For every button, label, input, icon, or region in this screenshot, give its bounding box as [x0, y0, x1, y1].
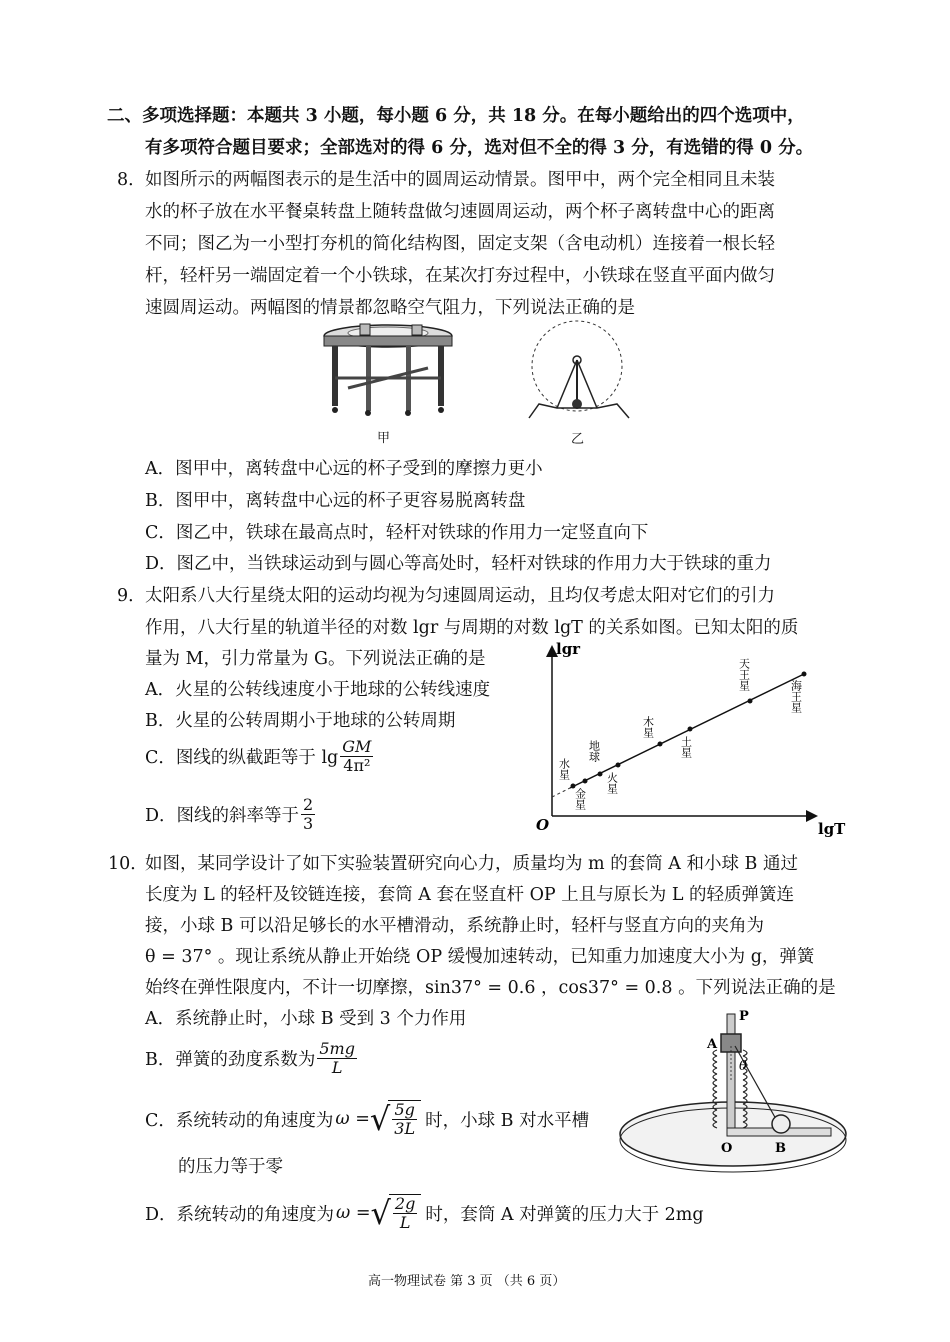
label-jupiter: 木星: [641, 716, 655, 738]
q9-text-line: 太阳系八大行星绕太阳的运动均视为匀速圆周运动，且均仅考虑太阳对它们的引力: [145, 586, 775, 606]
q9-option-d: [145, 796, 317, 833]
q9-option-b: B．火星的公转周期小于地球的公转周期: [145, 711, 456, 731]
q8-option-d: D．图乙中，当铁球运动到与圆心等高处时，轻杆对铁球的作用力大于铁球的重力: [145, 554, 772, 574]
q8-number: 8．: [117, 170, 146, 190]
q10-option-c: [145, 1100, 589, 1138]
q10-text-line: 长度为 L 的轻杆及铰链连接，套筒 A 套在竖直杆 OP 上且与原长为 L 的轻质弹簧连: [145, 885, 795, 905]
section-header-line1: 二、多项选择题：本题共 3 小题，每小题 6 分，共 18 分。在每小题给出的四个选项中，: [107, 106, 805, 126]
q9-option-c-fraction: [340, 738, 373, 775]
q10-option-d-text: D．系统转动的角速度为: [145, 1204, 335, 1225]
label-saturn: 土星: [679, 736, 693, 758]
q10-option-b-text: B．弹簧的劲度系数为: [145, 1050, 316, 1070]
q8-option-a: A．图甲中，离转盘中心远的杯子受到的摩擦力更小: [145, 459, 543, 479]
q10-option-c-fraction: [392, 1101, 417, 1138]
q10-option-b: [145, 1040, 359, 1077]
q8-text-line: 不同；图乙为一小型打夯机的简化结构图，固定支架（含电动机）连接着一根长轻: [145, 234, 775, 254]
q9-option-c-text: C．图线的纵截距等于 lg: [145, 748, 339, 768]
q10-option-d-suffix: 时，套筒 A 对弹簧的压力大于 2mg: [425, 1204, 704, 1225]
label-theta: θ: [739, 1059, 747, 1074]
q9-text-line: 量为 M，引力常量为 G。下列说法正确的是: [145, 649, 486, 669]
fraction-denominator: 3: [303, 814, 314, 833]
q9-option-d-fraction: [301, 796, 315, 833]
y-axis-label: lgr: [556, 640, 581, 658]
q8-text-line: 速圆周运动。两幅图的情景都忽略空气阻力，下列说法正确的是: [145, 298, 635, 318]
point-neptune: [802, 672, 807, 677]
fraction-numerator: 5g: [394, 1100, 415, 1119]
radical-icon: √: [370, 1194, 391, 1232]
label-earth: 地球: [587, 740, 601, 762]
q10-text-line: 始终在弹性限度内，不计一切摩擦，sin37° = 0.6 ，cos37° = 0.8 。下列说法正确的是: [145, 978, 836, 998]
q8-option-b: B．图甲中，离转盘中心远的杯子更容易脱离转盘: [145, 491, 526, 511]
trend-line: [570, 674, 804, 788]
q10-option-d: [145, 1194, 704, 1232]
sqrt-expression: [370, 1100, 421, 1138]
label-mars: 火星: [605, 772, 619, 794]
q8-text-line: 水的杯子放在水平餐桌转盘上随转盘做匀速圆周运动，两个杯子离转盘中心的距离: [145, 202, 775, 222]
figure-rammer: [525, 318, 635, 423]
q8-text-line: 如图所示的两幅图表示的是生活中的圆周运动情景。图甲中，两个完全相同且未装: [145, 170, 775, 190]
q10-number: 10．: [108, 854, 148, 874]
q10-option-c-line2: 的压力等于零: [178, 1157, 283, 1177]
label-uranus: 天王星: [737, 658, 751, 691]
label-o: O: [721, 1141, 733, 1156]
label-neptune: 海王星: [789, 680, 803, 713]
q10-option-b-fraction: [317, 1040, 357, 1077]
q9-number: 9．: [117, 586, 146, 606]
label-b: B: [775, 1141, 786, 1156]
q9-text-line: 作用，八大行星的轨道半径的对数 lgr 与周期的对数 lgT 的关系如图。已知太阳的质: [145, 618, 799, 638]
q10-option-a: A．系统静止时，小球 B 受到 3 个力作用: [145, 1009, 467, 1029]
figure-spring-rotating-rod: [615, 1010, 855, 1175]
q9-option-c: [145, 738, 375, 775]
sleeve-a: [721, 1034, 741, 1052]
x-axis-label: lgT: [818, 820, 846, 838]
q10-text-line: θ = 37° 。现让系统从静止开始绕 OP 缓慢加速转动，已知重力加速度大小为 g，弹簧: [145, 947, 815, 967]
fraction-denominator: 4π²: [343, 756, 371, 775]
figure-rotating-table: [318, 318, 458, 418]
fraction-numerator: GM: [342, 737, 372, 756]
label-p: P: [739, 1010, 749, 1024]
q10-option-c-text: C．系统转动的角速度为: [145, 1110, 334, 1131]
fraction-numerator: 5mg: [319, 1039, 355, 1058]
radical-icon: √: [369, 1100, 391, 1138]
fraction-denominator: 3L: [394, 1119, 416, 1138]
point-mars: [616, 763, 621, 768]
fraction-numerator: 2g: [394, 1194, 416, 1213]
point-earth: [598, 772, 603, 777]
q10-text-line: 接，小球 B 可以沿足够长的水平槽滑动，系统静止时，轻杆与竖直方向的夹角为: [145, 916, 764, 936]
point-venus: [583, 779, 588, 784]
fraction-denominator: L: [399, 1213, 411, 1232]
point-jupiter: [658, 742, 663, 747]
point-saturn: [688, 727, 693, 732]
q9-option-d-text: D．图线的斜率等于: [145, 806, 300, 826]
q10-option-d-fraction: [393, 1195, 417, 1232]
omega-symbol: ω =: [335, 1109, 370, 1129]
lgr-lgT-chart: [530, 640, 850, 840]
intercept-dashed-line: [552, 788, 570, 797]
q8-option-c: C．图乙中，铁球在最高点时，轻杆对铁球的作用力一定竖直向下: [145, 523, 649, 543]
origin-label: O: [536, 816, 550, 834]
label-a: A: [707, 1037, 718, 1052]
q10-text-line: 如图，某同学设计了如下实验装置研究向心力，质量均为 m 的套筒 A 和小球 B 通过: [145, 854, 798, 874]
fraction-numerator: 2: [303, 795, 314, 814]
sqrt-expression: [371, 1194, 422, 1232]
omega-symbol: ω =: [336, 1203, 371, 1223]
page-footer: 高一物理试卷 第 3 页 （共 6 页）: [368, 1274, 566, 1289]
figure-b-label: 乙: [571, 432, 585, 447]
q9-option-a: A．火星的公转线速度小于地球的公转线速度: [145, 680, 491, 700]
q8-text-line: 杆，轻杆另一端固定着一个小铁球，在某次打夯过程中，小铁球在竖直平面内做匀: [145, 266, 775, 286]
section-header-line2: 有多项符合题目要求；全部选对的得 6 分，选对但不全的得 3 分，有选错的得 0 分。: [145, 138, 814, 158]
label-mercury: 水星: [557, 758, 571, 780]
ball-b: [772, 1115, 790, 1133]
q10-option-c-suffix: 时，小球 B 对水平槽: [425, 1110, 590, 1131]
figure-a-label: 甲: [377, 431, 391, 446]
point-uranus: [748, 699, 753, 704]
label-venus: 金星: [573, 788, 587, 810]
fraction-denominator: L: [331, 1058, 343, 1077]
